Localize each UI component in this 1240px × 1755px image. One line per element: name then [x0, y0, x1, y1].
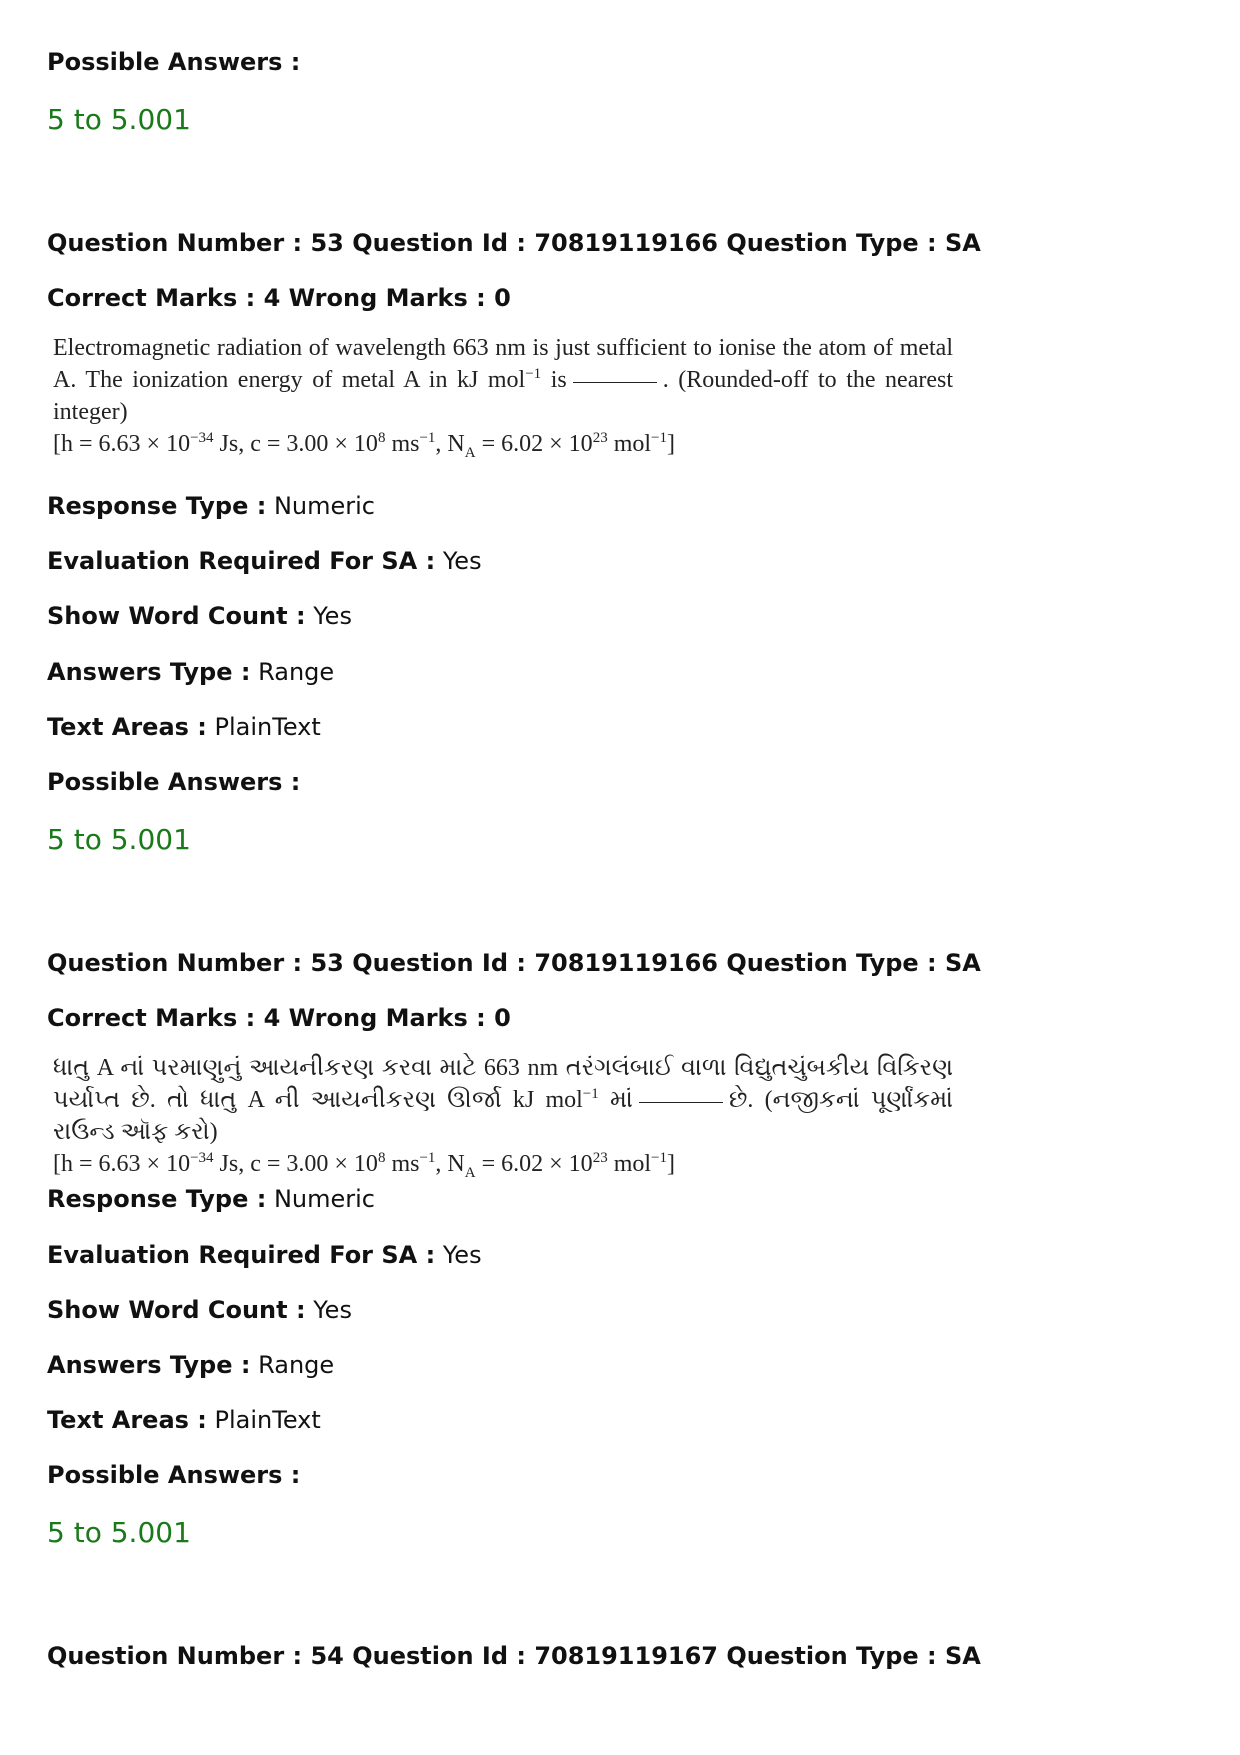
possible-answers-label: Possible Answers : — [47, 1461, 301, 1489]
possible-answers-value: 5 to 5.001 — [47, 823, 191, 856]
answer-blank — [639, 1102, 723, 1103]
question-header: Question Number : 53 Question Id : 70819119166 Question Type : SA — [47, 949, 981, 977]
constants-formula: [$h = 6.63 \times 10^{-34}$ Js, $c = 3.00 \times 10^8$ $ms^{-1}$, $N_A = 6.02 \times 10^{23}$ mol$^{-1}$] — [53, 430, 675, 461]
marks-line: Correct Marks : 4 Wrong Marks : 0 — [47, 284, 511, 312]
possible-answers-label: Possible Answers : — [47, 48, 301, 76]
show-word-count-row: Show Word Count : Yes — [47, 602, 352, 630]
possible-answers-value: 5 to 5.001 — [47, 103, 191, 136]
response-type-row: Response Type : Numeric — [47, 492, 375, 520]
constants-formula: [$h = 6.63 \times 10^{-34}$ Js, $c = 3.00 \times 10^8$ $ms^{-1}$, $N_A = 6.02 \times 10^{23}$ mol$^{-1}$] — [53, 1150, 675, 1181]
possible-answers-label: Possible Answers : — [47, 768, 301, 796]
question-text-gujarati: ધાતુ A નાં પરમાણુનું આયનીકરણ કરવા માટે 663 nm તરંગલંબાઈ વાળા વિદ્યુતચુંબકીય વિકિરણ પર્યાપ્ત છે. તો ધાતુ A ની આયનીકરણ ઊર્જા kJ mol$^{-1}$ માં છે. (નજીકનાં પૂર્ણાંકમાં રાઉન્ડ ઑફ કરો) [$h = 6.63 \times 10^{-34}$ Js, $c = 3.00 \times 10^8$ $ms^{-1}$, $N_A = 6.02 \times 10^{23}$ mol$^{-1}$] — [53, 1055, 954, 1181]
question-header: Question Number : 54 Question Id : 70819119167 Question Type : SA — [47, 1642, 981, 1670]
answers-type-row: Answers Type : Range — [47, 1351, 335, 1379]
marks-line: Correct Marks : 4 Wrong Marks : 0 — [47, 1004, 511, 1032]
possible-answers-value: 5 to 5.001 — [47, 1516, 191, 1549]
response-type-row: Response Type : Numeric — [47, 1185, 375, 1213]
question-text: Electromagnetic radiation of wavelength 663 nm is just sufficient to ionise the atom of metal A. The ionization energy of metal A in kJ mol$^{-1}$ is . (Rounded-off to the nearest integer) [$h = 6.63 \times 10^{-34}$ Js, $c = 3.00 \times 10^8$ $ms^{-1}$, $N_A = 6.02 \times 10^{23}$ mol$^{-1}$] — [53, 335, 954, 461]
text-areas-row: Text Areas : PlainText — [47, 713, 321, 741]
answers-type-row: Answers Type : Range — [47, 658, 335, 686]
evaluation-required-row: Evaluation Required For SA : Yes — [47, 547, 482, 575]
text-areas-row: Text Areas : PlainText — [47, 1406, 321, 1434]
evaluation-required-row: Evaluation Required For SA : Yes — [47, 1241, 482, 1269]
answer-blank — [573, 382, 657, 383]
show-word-count-row: Show Word Count : Yes — [47, 1296, 352, 1324]
question-header: Question Number : 53 Question Id : 70819119166 Question Type : SA — [47, 229, 981, 257]
